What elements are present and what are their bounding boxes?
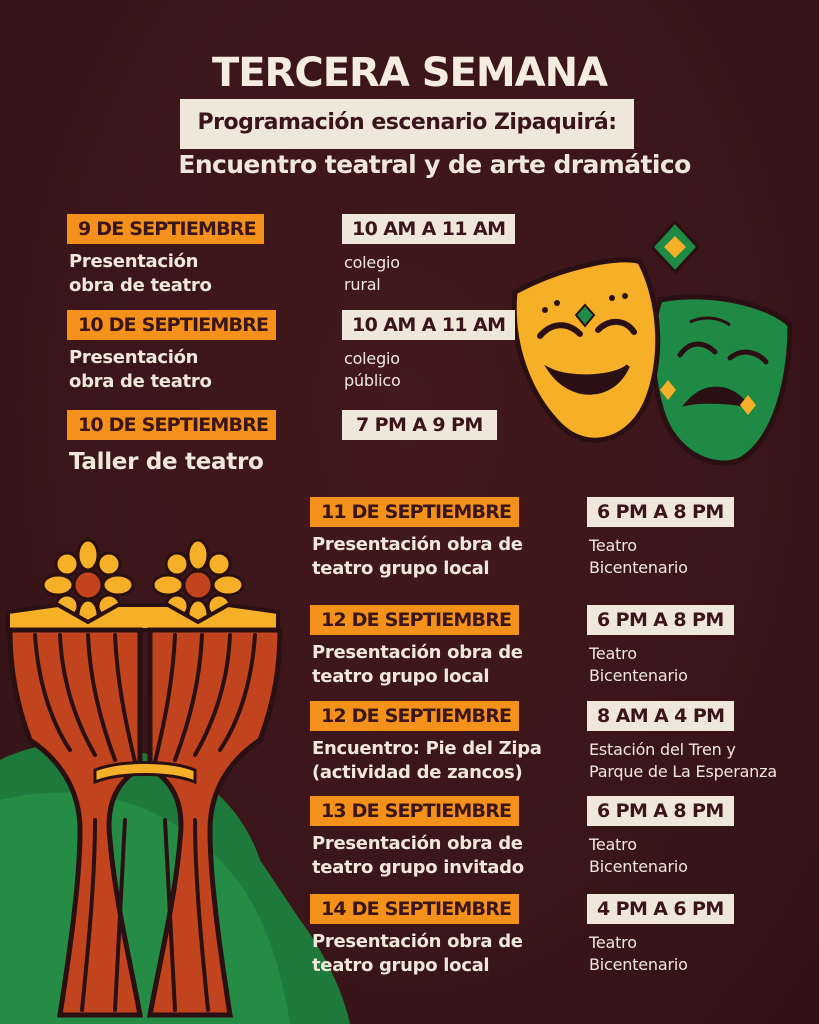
event-time: 10 AM A 11 AM — [342, 310, 515, 340]
event-time: 6 PM A 8 PM — [587, 796, 734, 826]
subtitle: Programación escenario Zipaquirá: — [197, 110, 617, 135]
event-description: Presentación obra de teatro — [69, 251, 212, 296]
event-description: Presentación obra de teatro grupo local — [312, 931, 523, 976]
event-location: Teatro Bicentenario — [589, 933, 688, 974]
event-date: 11 DE SEPTIEMBRE — [310, 497, 519, 527]
event-description: Encuentro: Pie del Zipa (actividad de zancos) — [312, 738, 542, 783]
page-title: TERCERA SEMANA — [211, 50, 608, 96]
event-location: Estación del Tren y Parque de La Esperanza — [589, 740, 777, 781]
event-date: 10 DE SEPTIEMBRE — [67, 410, 276, 440]
event-location: Teatro Bicentenario — [589, 536, 688, 577]
event-description: Presentación obra de teatro — [69, 347, 212, 392]
event-date: 13 DE SEPTIEMBRE — [310, 796, 519, 826]
event-date: 12 DE SEPTIEMBRE — [310, 701, 519, 731]
event-description: Taller de teatro — [69, 449, 264, 475]
event-location: Teatro Bicentenario — [589, 835, 688, 876]
event-location: Teatro Bicentenario — [589, 644, 688, 685]
event-time: 7 PM A 9 PM — [342, 410, 497, 440]
event-time: 6 PM A 8 PM — [587, 497, 734, 527]
event-date: 12 DE SEPTIEMBRE — [310, 605, 519, 635]
event-date: 14 DE SEPTIEMBRE — [310, 894, 519, 924]
event-time: 4 PM A 6 PM — [587, 894, 734, 924]
event-time: 10 AM A 11 AM — [342, 214, 515, 244]
event-description: Presentación obra de teatro grupo invitado — [312, 833, 524, 878]
event-date: 10 DE SEPTIEMBRE — [67, 310, 276, 340]
event-location: colegio público — [344, 349, 401, 390]
event-description: Presentación obra de teatro grupo local — [312, 534, 523, 579]
event-location: colegio rural — [344, 253, 400, 294]
event-description: Presentación obra de teatro grupo local — [312, 642, 523, 687]
event-time: 8 AM A 4 PM — [587, 701, 734, 731]
theater-masks-icon — [514, 222, 790, 463]
event-time: 6 PM A 8 PM — [587, 605, 734, 635]
subtitle-secondary: Encuentro teatral y de arte dramático — [178, 150, 691, 179]
event-date: 9 DE SEPTIEMBRE — [67, 214, 264, 244]
